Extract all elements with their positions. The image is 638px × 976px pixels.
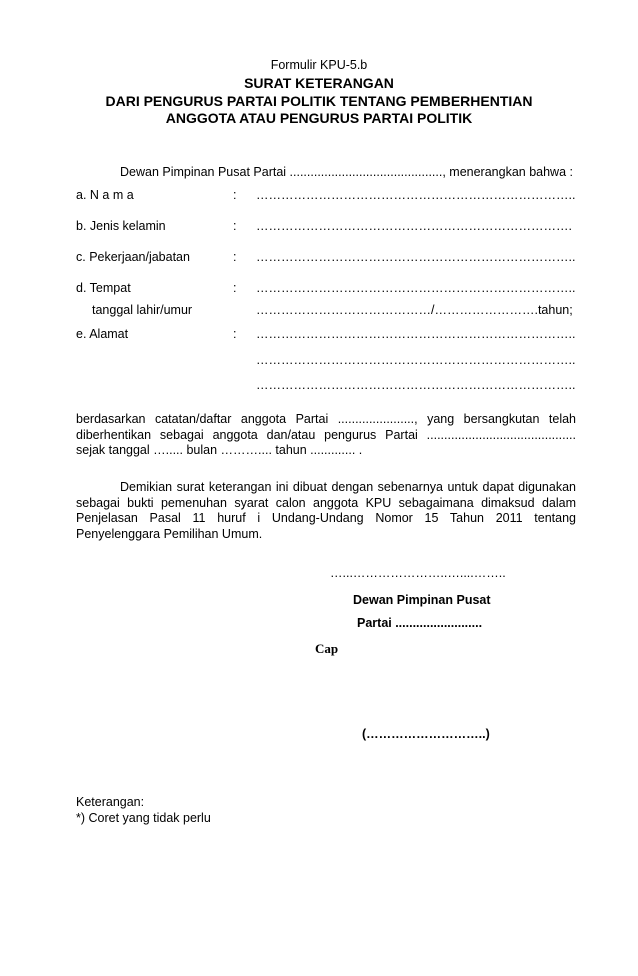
field-value-birthplace: ………………………………………………………………….. xyxy=(256,281,576,295)
intro-statement: Dewan Pimpinan Pusat Partai ............................................, menerangkan bahwa : xyxy=(120,165,573,179)
field-value-name: ………………………………………………………………….. xyxy=(256,188,576,202)
document-subtitle-line1: DARI PENGURUS PARTAI POLITIK TENTANG PEMBERHENTIAN xyxy=(105,93,533,109)
field-colon: : xyxy=(233,188,237,202)
field-value-birthdate: ……………………………………/…………………….tahun; xyxy=(256,303,573,317)
paragraph-line: berdasarkan catatan/daftar anggota Partai ......................, yang bersangkutan telah xyxy=(76,412,576,426)
notes-heading: Keterangan: xyxy=(76,795,145,809)
field-label-birthplace: d. Tempat xyxy=(76,281,131,295)
field-colon: : xyxy=(233,250,237,264)
field-label-birthdate: tanggal lahir/umur xyxy=(92,303,193,317)
field-label-address: e. Alamat xyxy=(76,327,129,341)
paragraph-line: Demikian surat keterangan ini dibuat dengan sebenarnya untuk dapat digunakan xyxy=(120,480,576,494)
paragraph-line: sejak tanggal …..... bulan ……….... tahun ............. . xyxy=(76,443,363,457)
document-subtitle-line2: ANGGOTA ATAU PENGURUS PARTAI POLITIK xyxy=(165,110,473,126)
field-value-occupation: ………………………………………………………………….. xyxy=(256,250,576,264)
field-value-address-line2: ………………………………………………………………….. xyxy=(256,353,576,367)
document-title: SURAT KETERANGAN xyxy=(244,75,394,91)
signature-place-date: …...…………………..…....…….. xyxy=(330,566,506,580)
paragraph-line: Penjelasan Pasal 11 huruf i Undang-Undang Nomor 15 Tahun 2011 tentang xyxy=(76,511,576,525)
field-colon: : xyxy=(233,281,237,295)
field-colon: : xyxy=(233,327,237,341)
field-value-address: ………………………………………………………………….. xyxy=(256,327,576,341)
form-code: Formulir KPU-5.b xyxy=(270,58,368,72)
stamp-label: Cap xyxy=(315,641,339,656)
field-colon: : xyxy=(233,219,237,233)
field-value-address-line3: ………………………………………………………………….. xyxy=(256,378,576,392)
signature-name-placeholder: (………………………..) xyxy=(362,727,490,741)
signature-org-line1: Dewan Pimpinan Pusat xyxy=(353,593,491,607)
dismissal-paragraph xyxy=(76,412,576,459)
field-label-name: a. N a m a xyxy=(76,188,134,202)
field-label-gender: b. Jenis kelamin xyxy=(76,219,166,233)
closing-paragraph xyxy=(76,480,576,542)
paragraph-line: diberhentikan sebagai anggota dan/atau pengurus Partai ........................................... xyxy=(76,427,576,442)
field-value-gender: …………………………………………………………………. xyxy=(256,219,572,233)
field-label-occupation: c. Pekerjaan/jabatan xyxy=(76,250,190,264)
paragraph-line: Penyelenggara Pemilihan Umum. xyxy=(76,526,263,541)
signature-org-line2: Partai ......................... xyxy=(357,616,483,630)
paragraph-line: sebagai bukti pemenuhan syarat calon anggota KPU sebagaimana dimaksud dalam xyxy=(76,495,576,510)
notes-item: *) Coret yang tidak perlu xyxy=(76,811,211,825)
